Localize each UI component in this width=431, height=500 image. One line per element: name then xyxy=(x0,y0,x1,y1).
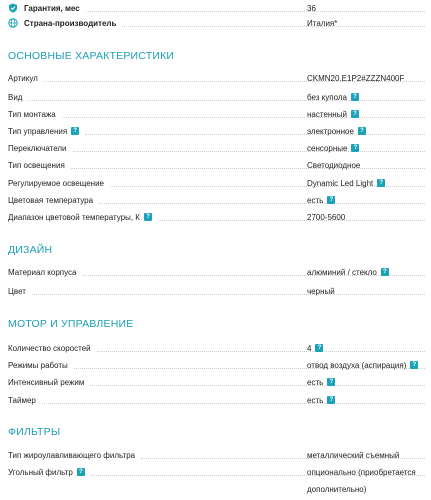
spec-value: Италия* xyxy=(307,18,338,28)
spec-row xyxy=(8,283,431,299)
spec-label: Гарантия, мес xyxy=(24,3,80,13)
spec-row xyxy=(8,157,431,173)
spec-row xyxy=(8,447,431,463)
spec-value: есть xyxy=(307,195,324,205)
spec-row xyxy=(8,340,431,356)
spec-value: Dynamic Led Light xyxy=(307,178,374,188)
spec-row xyxy=(8,374,431,390)
section-title-filters: ФИЛЬТРЫ xyxy=(8,426,61,438)
spec-value: 4 xyxy=(307,343,312,353)
spec-label: Тип освещения xyxy=(8,160,65,170)
spec-label: Диапазон цветовой температуры, К xyxy=(8,212,140,222)
dotted-leader xyxy=(62,117,425,118)
spec-label: Угольный фильтр xyxy=(8,467,73,477)
spec-value: алюминий / стекло xyxy=(307,267,377,277)
spec-row xyxy=(8,392,431,408)
spec-value: сенсорные xyxy=(307,143,348,153)
spec-row-warranty xyxy=(8,0,431,16)
section-title-main: ОСНОВНЫЕ ХАРАКТЕРИСТИКИ xyxy=(8,50,175,62)
dotted-leader xyxy=(122,26,425,27)
spec-label: Таймер xyxy=(8,395,36,405)
spec-row xyxy=(8,264,431,280)
spec-row xyxy=(8,89,431,105)
spec-row xyxy=(8,140,431,156)
spec-label: Тип монтажа xyxy=(8,109,56,119)
spec-value: 36 xyxy=(307,3,316,13)
shield-check-icon xyxy=(8,3,18,13)
spec-value: электронное xyxy=(307,126,354,136)
spec-label: Цвет xyxy=(8,286,26,296)
dotted-leader xyxy=(73,151,425,152)
dotted-leader xyxy=(32,294,425,295)
spec-value-continuation: дополнительно) xyxy=(307,485,367,494)
spec-label: Цветовая температура xyxy=(8,195,94,205)
spec-row xyxy=(8,175,431,191)
dotted-leader xyxy=(99,203,425,204)
spec-row xyxy=(8,209,431,225)
spec-label: Артикул xyxy=(8,73,38,83)
dotted-leader xyxy=(158,220,425,221)
help-icon[interactable]: ? xyxy=(410,361,418,369)
spec-row xyxy=(8,123,431,139)
globe-icon xyxy=(8,18,18,28)
section-title-motor: МОТОР И УПРАВЛЕНИЕ xyxy=(8,318,134,330)
help-icon[interactable]: ? xyxy=(358,127,366,135)
spec-row xyxy=(8,106,431,122)
dotted-leader xyxy=(86,11,425,12)
help-icon[interactable]: ? xyxy=(327,196,335,204)
spec-label: Материал корпуса xyxy=(8,267,77,277)
spec-value: есть xyxy=(307,377,324,387)
spec-label: Вид xyxy=(8,92,23,102)
spec-label: Регулируемое освещение xyxy=(8,178,104,188)
section-title-design: ДИЗАЙН xyxy=(8,244,53,256)
spec-row xyxy=(8,357,431,373)
spec-value: отвод воздуха (аспирация) xyxy=(307,360,407,370)
dotted-leader xyxy=(97,351,425,352)
spec-row xyxy=(8,192,431,208)
help-icon[interactable]: ? xyxy=(381,268,389,276)
spec-value: настенный xyxy=(307,109,347,119)
spec-value: CKMN20.E1P2#ZZZN400F xyxy=(307,73,405,83)
help-icon[interactable]: ? xyxy=(377,179,385,187)
dotted-leader xyxy=(85,134,425,135)
help-icon[interactable]: ? xyxy=(351,93,359,101)
help-icon[interactable]: ? xyxy=(327,378,335,386)
spec-value: 2700-5600 xyxy=(307,212,346,222)
spec-label: Страна-производитель xyxy=(24,18,117,28)
spec-row xyxy=(8,464,431,480)
help-icon[interactable]: ? xyxy=(77,468,85,476)
help-icon[interactable]: ? xyxy=(315,344,323,352)
spec-row xyxy=(8,70,431,86)
dotted-leader xyxy=(28,100,425,101)
spec-value: опционально (приобретается xyxy=(307,467,416,477)
help-icon[interactable]: ? xyxy=(144,213,152,221)
spec-label: Тип управления xyxy=(8,126,68,136)
help-icon[interactable]: ? xyxy=(327,396,335,404)
dotted-leader xyxy=(71,168,425,169)
spec-value: черный xyxy=(307,286,335,296)
spec-label: Переключатели xyxy=(8,143,67,153)
spec-value: без купола xyxy=(307,92,347,102)
dotted-leader xyxy=(90,385,425,386)
spec-value: есть xyxy=(307,395,324,405)
spec-value: Светодиодное xyxy=(307,160,361,170)
spec-label: Режимы работы xyxy=(8,360,68,370)
help-icon[interactable]: ? xyxy=(351,110,359,118)
spec-value: металлический съемный xyxy=(307,450,400,460)
spec-label: Интенсивный режим xyxy=(8,377,85,387)
help-icon[interactable]: ? xyxy=(71,127,79,135)
dotted-leader xyxy=(42,403,425,404)
spec-row-country xyxy=(8,15,431,31)
spec-label: Количество скоростей xyxy=(8,343,91,353)
spec-label: Тип жироулавливающего фильтра xyxy=(8,450,136,460)
help-icon[interactable]: ? xyxy=(351,144,359,152)
